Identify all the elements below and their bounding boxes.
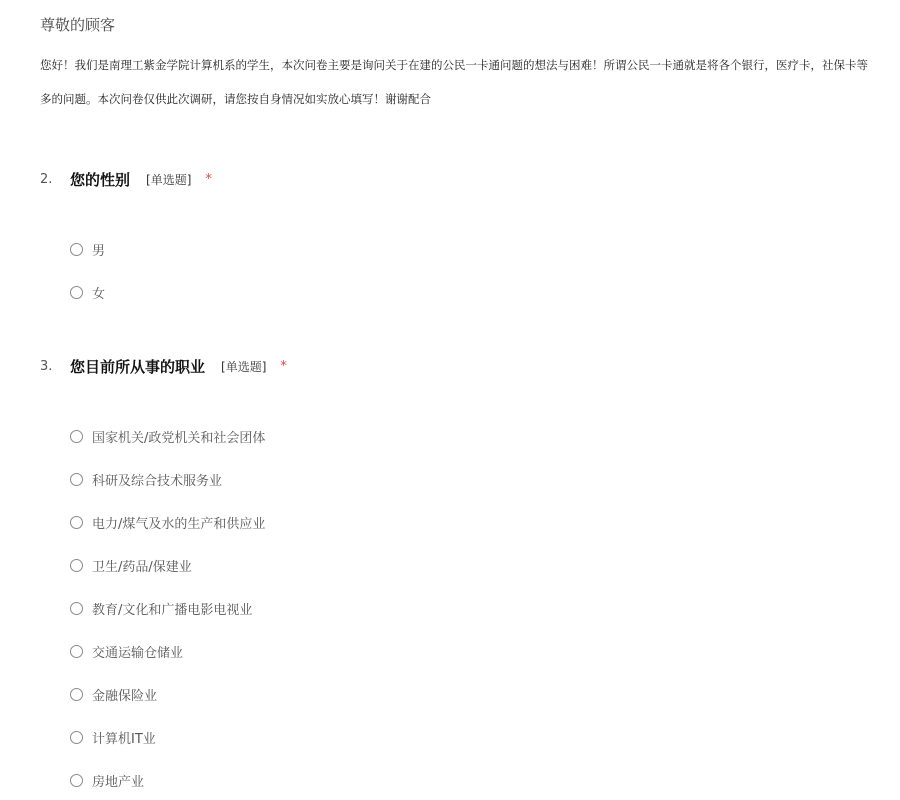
radio-button[interactable] [70, 774, 83, 787]
option-gender-male[interactable] [70, 239, 105, 259]
radio-button[interactable] [70, 516, 83, 529]
option-label: 男 [92, 243, 106, 259]
question-number: 2. [40, 171, 53, 187]
option-label: 交通运输仓储业 [92, 645, 184, 661]
option-label: 卫生/药品/保建业 [92, 559, 192, 575]
required-mark: * [205, 171, 212, 187]
option-occupation-health[interactable] [70, 555, 192, 575]
radio-button[interactable] [70, 688, 83, 701]
option-gender-female[interactable] [70, 282, 105, 302]
radio-button[interactable] [70, 286, 83, 299]
greeting-title: 尊敬的顾客 [40, 16, 116, 34]
radio-button[interactable] [70, 602, 83, 615]
option-occupation-transport[interactable] [70, 641, 183, 661]
question-occupation [40, 353, 287, 379]
option-label: 女 [92, 286, 106, 302]
option-label: 计算机IT业 [92, 731, 156, 747]
option-occupation-education[interactable] [70, 598, 252, 618]
question-title: 您目前所从事的职业 [70, 357, 206, 376]
intro-text-line-1: 您好！我们是南理工紫金学院计算机系的学生，本次问卷主要是询问关于在建的公民一卡通问题的想法与困难！所谓公民一卡通就是将各个银行，医疗卡，社保卡等 [40, 58, 868, 72]
radio-button[interactable] [70, 731, 83, 744]
option-label: 教育/文化和广播电影电视业 [92, 602, 253, 618]
option-label: 房地产业 [92, 774, 145, 790]
option-label: 科研及综合技术服务业 [92, 473, 223, 489]
option-occupation-finance[interactable] [70, 684, 157, 704]
radio-button[interactable] [70, 559, 83, 572]
radio-button[interactable] [70, 243, 83, 256]
option-occupation-government[interactable] [70, 426, 265, 446]
question-gender [40, 166, 212, 192]
radio-button[interactable] [70, 430, 83, 443]
radio-button[interactable] [70, 473, 83, 486]
option-occupation-utilities[interactable] [70, 512, 265, 532]
option-occupation-research[interactable] [70, 469, 222, 489]
option-label: 电力/煤气及水的生产和供应业 [92, 516, 266, 532]
question-title: 您的性别 [70, 170, 131, 189]
question-type-label: [单选题] [221, 359, 267, 374]
option-label: 金融保险业 [92, 688, 158, 704]
option-occupation-it[interactable] [70, 727, 156, 747]
option-label: 国家机关/政党机关和社会团体 [92, 430, 266, 446]
intro-text-line-2: 多的问题。本次问卷仅供此次调研，请您按自身情况如实放心填写！谢谢配合 [40, 92, 431, 106]
question-type-label: [单选题] [146, 172, 192, 187]
question-number: 3. [40, 358, 53, 374]
required-mark: * [280, 358, 287, 374]
option-occupation-real-estate[interactable] [70, 770, 144, 790]
radio-button[interactable] [70, 645, 83, 658]
